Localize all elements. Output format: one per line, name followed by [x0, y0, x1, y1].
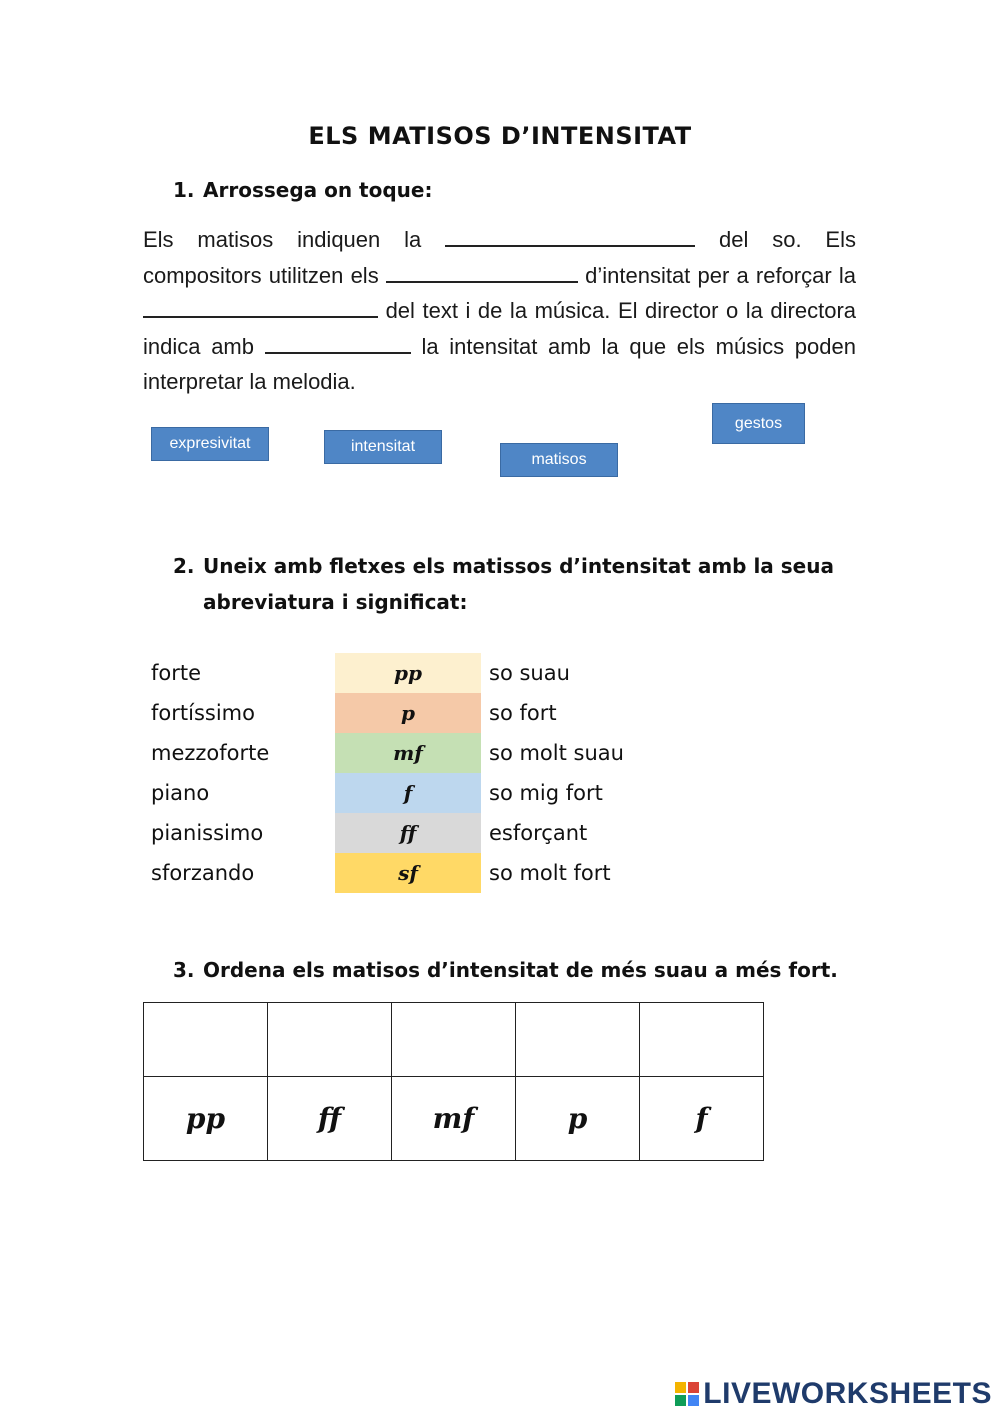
paragraph-text-3: d’intensitat per a reforçar la — [585, 262, 856, 288]
order-drop-slot-2[interactable] — [268, 1003, 392, 1077]
order-drop-slot-1[interactable] — [144, 1003, 268, 1077]
section-1-number: 1. — [173, 178, 195, 202]
drop-blank-3[interactable] — [143, 298, 378, 318]
term-item[interactable]: pianissimo — [151, 821, 264, 845]
drag-chip-matisos[interactable]: matisos — [500, 443, 618, 477]
term-item[interactable]: fortíssimo — [151, 701, 255, 725]
drag-chip-gestos[interactable]: gestos — [712, 403, 805, 444]
term-item[interactable]: mezzoforte — [151, 741, 270, 765]
order-item[interactable]: mf — [392, 1077, 516, 1161]
section-1-heading — [173, 178, 432, 202]
paragraph-text-1: Els matisos indiquen la — [143, 227, 422, 252]
abbreviation-item[interactable]: ff — [335, 813, 481, 853]
term-item[interactable]: piano — [151, 781, 210, 805]
section-3-number: 3. — [173, 958, 195, 982]
section-2-heading — [173, 548, 834, 620]
section-3-heading — [173, 958, 838, 982]
meaning-item[interactable]: esforçant — [489, 821, 588, 845]
abbreviation-item[interactable]: sf — [335, 853, 481, 893]
order-item[interactable]: pp — [144, 1077, 268, 1161]
drag-chip-expresivitat[interactable]: expresivitat — [151, 427, 269, 461]
section-2-number: 2. — [173, 554, 195, 578]
order-item[interactable]: p — [516, 1077, 640, 1161]
term-item[interactable]: forte — [151, 661, 202, 685]
order-drop-slot-3[interactable] — [392, 1003, 516, 1077]
paragraph-text-5: la intensitat amb la que els músics poden interpretar la melodia. — [143, 333, 856, 394]
drop-blank-2[interactable] — [386, 263, 578, 283]
logo-text: LIVEWORKSHEETS — [703, 1377, 992, 1410]
abbreviation-item[interactable]: mf — [335, 733, 481, 773]
abbreviation-item[interactable]: p — [335, 693, 481, 733]
order-item[interactable]: ff — [268, 1077, 392, 1161]
meaning-item[interactable]: so molt suau — [489, 741, 624, 765]
meanings-column — [489, 653, 624, 893]
section-2-heading-line1: Uneix amb fletxes els matissos d’intensitat amb la seua — [203, 554, 834, 578]
terms-column — [151, 653, 269, 893]
logo-mark-icon — [675, 1382, 699, 1406]
order-item[interactable]: f — [640, 1077, 764, 1161]
page-title: ELS MATISOS D’INTENSITAT — [308, 122, 692, 150]
meaning-item[interactable]: so fort — [489, 701, 557, 725]
meaning-item[interactable]: so mig fort — [489, 781, 603, 805]
liveworksheets-logo — [675, 1377, 992, 1411]
section-3-heading-text: Ordena els matisos d’intensitat de més suau a més fort. — [203, 958, 838, 982]
abbreviations-column — [335, 653, 481, 893]
drop-blank-1[interactable] — [445, 227, 695, 247]
order-drop-slot-5[interactable] — [640, 1003, 764, 1077]
meaning-item[interactable]: so molt fort — [489, 861, 611, 885]
abbreviation-item[interactable]: pp — [335, 653, 481, 693]
drop-blank-4[interactable] — [265, 334, 411, 354]
section-1-heading-text: Arrossega on toque: — [203, 178, 433, 202]
term-item[interactable]: sforzando — [151, 861, 255, 885]
order-table — [143, 1002, 764, 1161]
order-drop-slot-4[interactable] — [516, 1003, 640, 1077]
paragraph-text-2: del so. Els compositors utilitzen els — [143, 227, 856, 288]
paragraph-text-4: del text i de la música. El director o la directora indica amb — [143, 298, 857, 359]
drag-chip-intensitat[interactable]: intensitat — [324, 430, 442, 464]
section-2-heading-line2: abreviatura i significat: — [203, 590, 468, 614]
meaning-item[interactable]: so suau — [489, 661, 570, 685]
fill-in-paragraph — [143, 222, 856, 400]
abbreviation-item[interactable]: f — [335, 773, 481, 813]
